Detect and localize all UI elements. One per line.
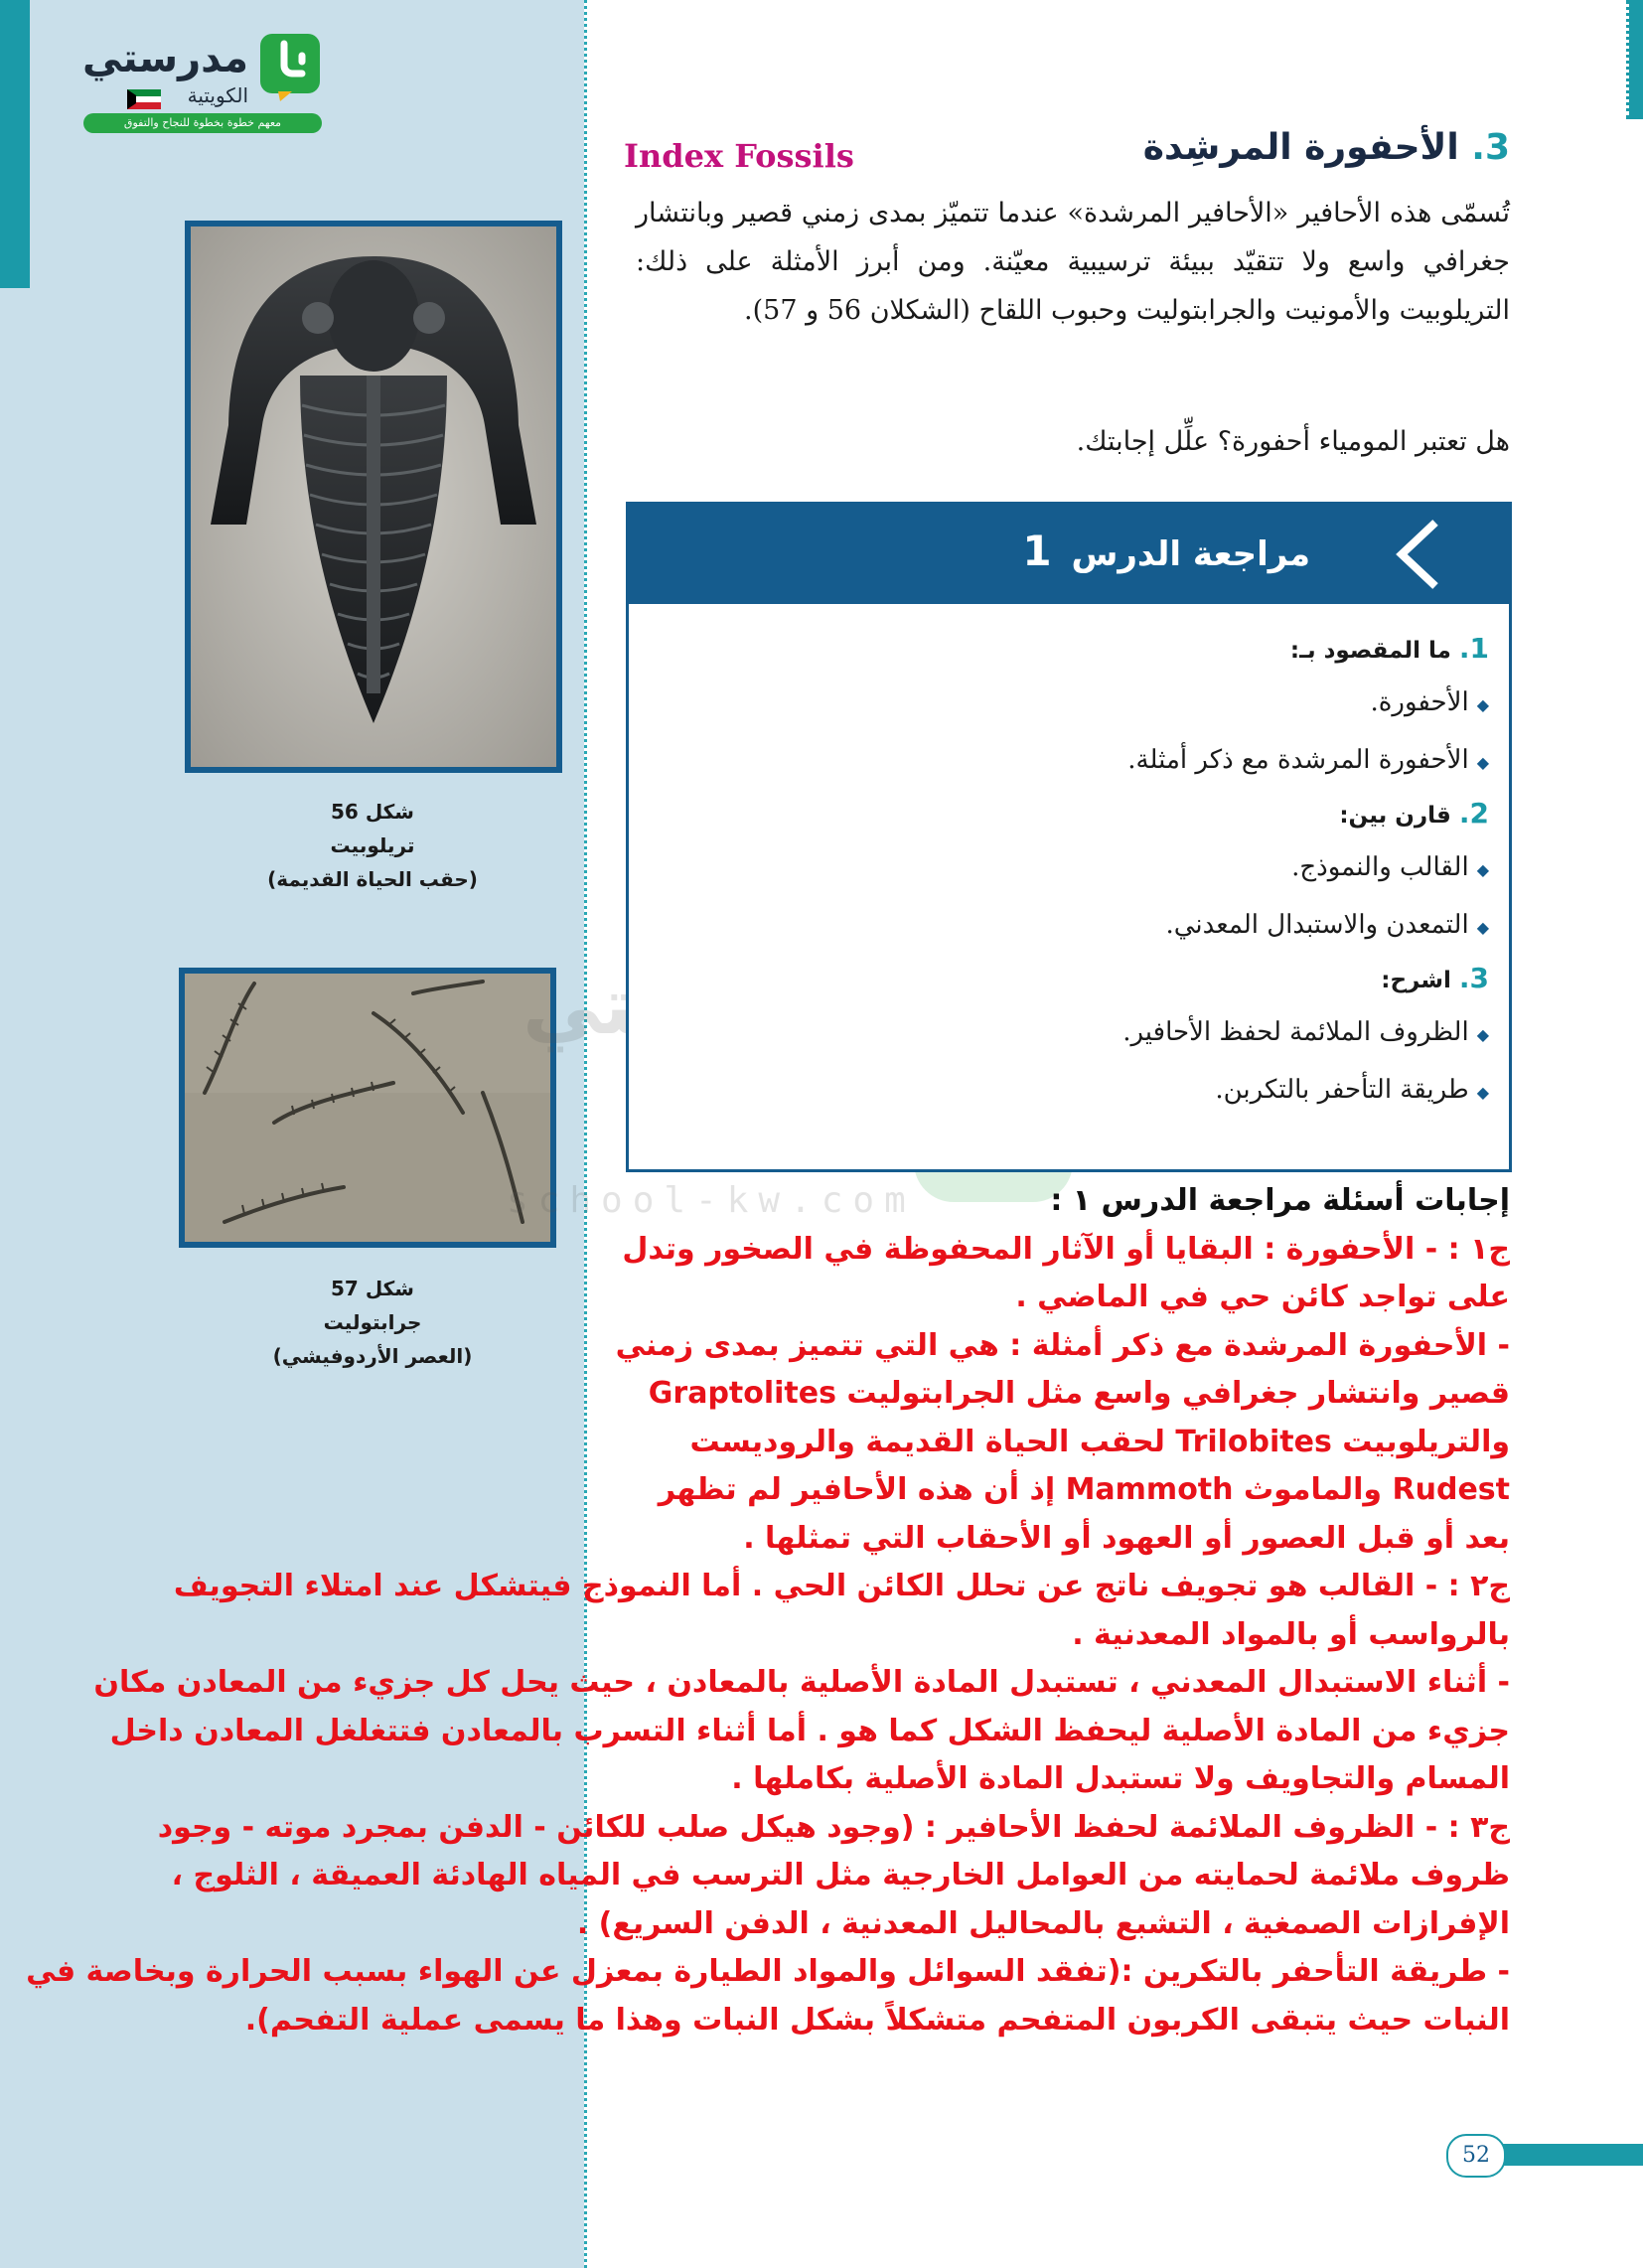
question-number: 2. [1458,797,1489,830]
list-item [655,838,1489,896]
question-prompt: ما المقصود بـ: [1289,638,1451,664]
question-prompt: قارن بين: [1339,803,1451,829]
watermark-url: school-kw.com [507,1180,916,1221]
answer-line: ج٣ : - الظروف الملائمة لحفظ الأحافير : (وجود هيكل صلب للكائن - الدفن بمجرد موته - وجود [157,1809,1510,1845]
question-prompt: اشرح: [1381,968,1451,993]
review-question-3 [655,954,1489,1003]
list-item [655,731,1489,789]
section-title-ar: الأحفورة المرشِدة [1142,127,1459,168]
logo-mark-icon [258,32,322,103]
answer-line: بعد أو قبل العصور أو العهود أو الأحقاب التي تمثلها . [743,1520,1510,1556]
answer-line: ج١ : - الأحفورة : البقايا أو الآثار المحفوظة في الصخور وتدل [622,1231,1510,1267]
answer-line: - الأحفورة المرشدة مع ذكر أمثلة : هي التي تتميز بمدى زمني [615,1327,1510,1363]
answer-line: - طريقة التأحفر بالتكرين :(تفقد السوائل والمواد الطيارة بمعزل عن الهواء بسبب الحرارة وبخاصة في [26,1954,1510,1989]
figure-56-trilobite [185,221,562,773]
diamond-bullet-icon: ◆ [1476,860,1489,879]
figure-56-name: تريلوبيت [330,833,415,857]
list-item-text: الأحفورة. [1370,687,1469,717]
diamond-bullet-icon: ◆ [1476,695,1489,714]
diamond-bullet-icon: ◆ [1476,1083,1489,1102]
brand-tagline: معهم خطوة بخطوة للنجاح والتفوق [83,113,322,133]
review-question-1 [655,624,1489,674]
top-right-strip [1629,0,1643,119]
figure-56-caption [209,795,536,896]
answer-line: قصير وانتشار جغرافي واسع مثل الجرابتوليت Graptolites [648,1376,1510,1411]
review-header [629,505,1509,604]
figure-57-label: شكل 57 [331,1277,414,1300]
section-number: 3. [1471,127,1510,168]
diamond-bullet-icon: ◆ [1476,918,1489,937]
list-item-text: الأحفورة المرشدة مع ذكر أمثلة. [1127,745,1469,775]
answer-line: بالرواسب أو بالمواد المعدنية . [1072,1616,1510,1652]
answer-line: جزيء من المادة الأصلية ليحفظ الشكل كما هو . أما أثناء التسرب بالمعادن فتتغلغل المعادن داخل [109,1713,1510,1748]
list-item [655,1061,1489,1119]
answer-line: النبات حيث يتبقى الكربون المتفحم متشكلاً بشكل النبات وهذا ما يسمى عملية التفحم). [244,2002,1510,2038]
top-accent-bar [0,0,30,288]
page-number: 52 [1446,2134,1506,2178]
answer-line: الإفرازات الصمغية ، التشبع بالمحاليل المعدنية ، الدفن السريع) . [576,1905,1510,1941]
figure-56-era: (حقب الحياة القديمة) [267,867,478,891]
figure-57-era: (العصر الأردوفيشي) [272,1344,473,1368]
figure-56-label: شكل 56 [331,800,414,824]
section-title-en: Index Fossils [624,137,854,175]
answers-title: إجابات أسئلة مراجعة الدرس ١ : [1050,1183,1510,1218]
list-item [655,1003,1489,1061]
answer-line: ظروف ملائمة لحمايته من العوامل الخارجية مثل الترسب في المياه الهادئة العميقة ، الثلوج ، [171,1858,1510,1892]
list-item-text: طريقة التأحفر بالتكربن. [1215,1075,1469,1105]
answers-section [26,1177,1510,2044]
diamond-bullet-icon: ◆ [1476,1025,1489,1044]
list-item [655,674,1489,731]
answer-line: - أثناء الاستبدال المعدني ، تستبدل المادة الأصلية بالمعادن ، حيث يحل كل جزيء من المعادن مكان [93,1665,1510,1700]
list-item-text: الظروف الملائمة لحفظ الأحافير. [1122,1017,1469,1047]
figure-57-name: جرابتوليت [323,1310,422,1334]
question-number: 1. [1458,632,1489,665]
answer-line: Rudest والماموث Mammoth إذ أن هذه الأحافير لم تظهر [658,1472,1510,1507]
section-paragraph: تُسمّى هذه الأحافير «الأحافير المرشدة» عندما تتميّز بمدى زمني قصير وبانتشار جغرافي واسع ولا تتقيّد ببيئة ترسيبية معيّنة. ومن أبرز الأمثلة على ذلك: التريلوبيت والأمونيت والجرابتوليت وحبوب اللقاح (الشكلان 56 و 57). [636,198,1510,326]
brand-subtitle: الكويتية [187,83,248,107]
review-question-list [655,624,1489,1119]
review-title [1022,527,1310,575]
list-item-text: القالب والنموذج. [1291,852,1469,882]
list-item-text: التمعدن والاستبدال المعدني. [1165,910,1469,940]
answer-line: ج٢ : - القالب هو تجويف ناتج عن تحلل الكائن الحي . أما النموذج فيتشكل عند امتلاء التجويف [173,1569,1510,1603]
top-right-dots [1626,0,1629,119]
kuwait-flag-icon [127,89,161,109]
review-title-text: مراجعة الدرس [1071,534,1310,574]
review-question-2 [655,789,1489,838]
section-question: هل تعتبر المومياء أحفورة؟ علِّل إجابتك. [1076,426,1510,457]
brand-name: مدرستي [81,36,248,81]
answer-line: على تواجد كائن حي في الماضي . [1015,1280,1510,1314]
brand-logo [79,30,328,129]
lesson-review-box [626,502,1512,1172]
section-heading [1122,127,1510,168]
diamond-bullet-icon: ◆ [1476,753,1489,772]
list-item [655,896,1489,954]
review-number: 1 [1022,527,1052,575]
chevron-left-icon [1388,517,1457,592]
answer-line: المسام والتجاويف ولا تستبدل المادة الأصلية بكاملها . [731,1761,1510,1796]
answer-line: والتريلوبيت Trilobites لحقب الحياة القديمة والروديست [689,1424,1510,1459]
page-number-bar [1502,2144,1643,2166]
trilobite-photo [191,227,556,767]
question-number: 3. [1458,962,1489,994]
